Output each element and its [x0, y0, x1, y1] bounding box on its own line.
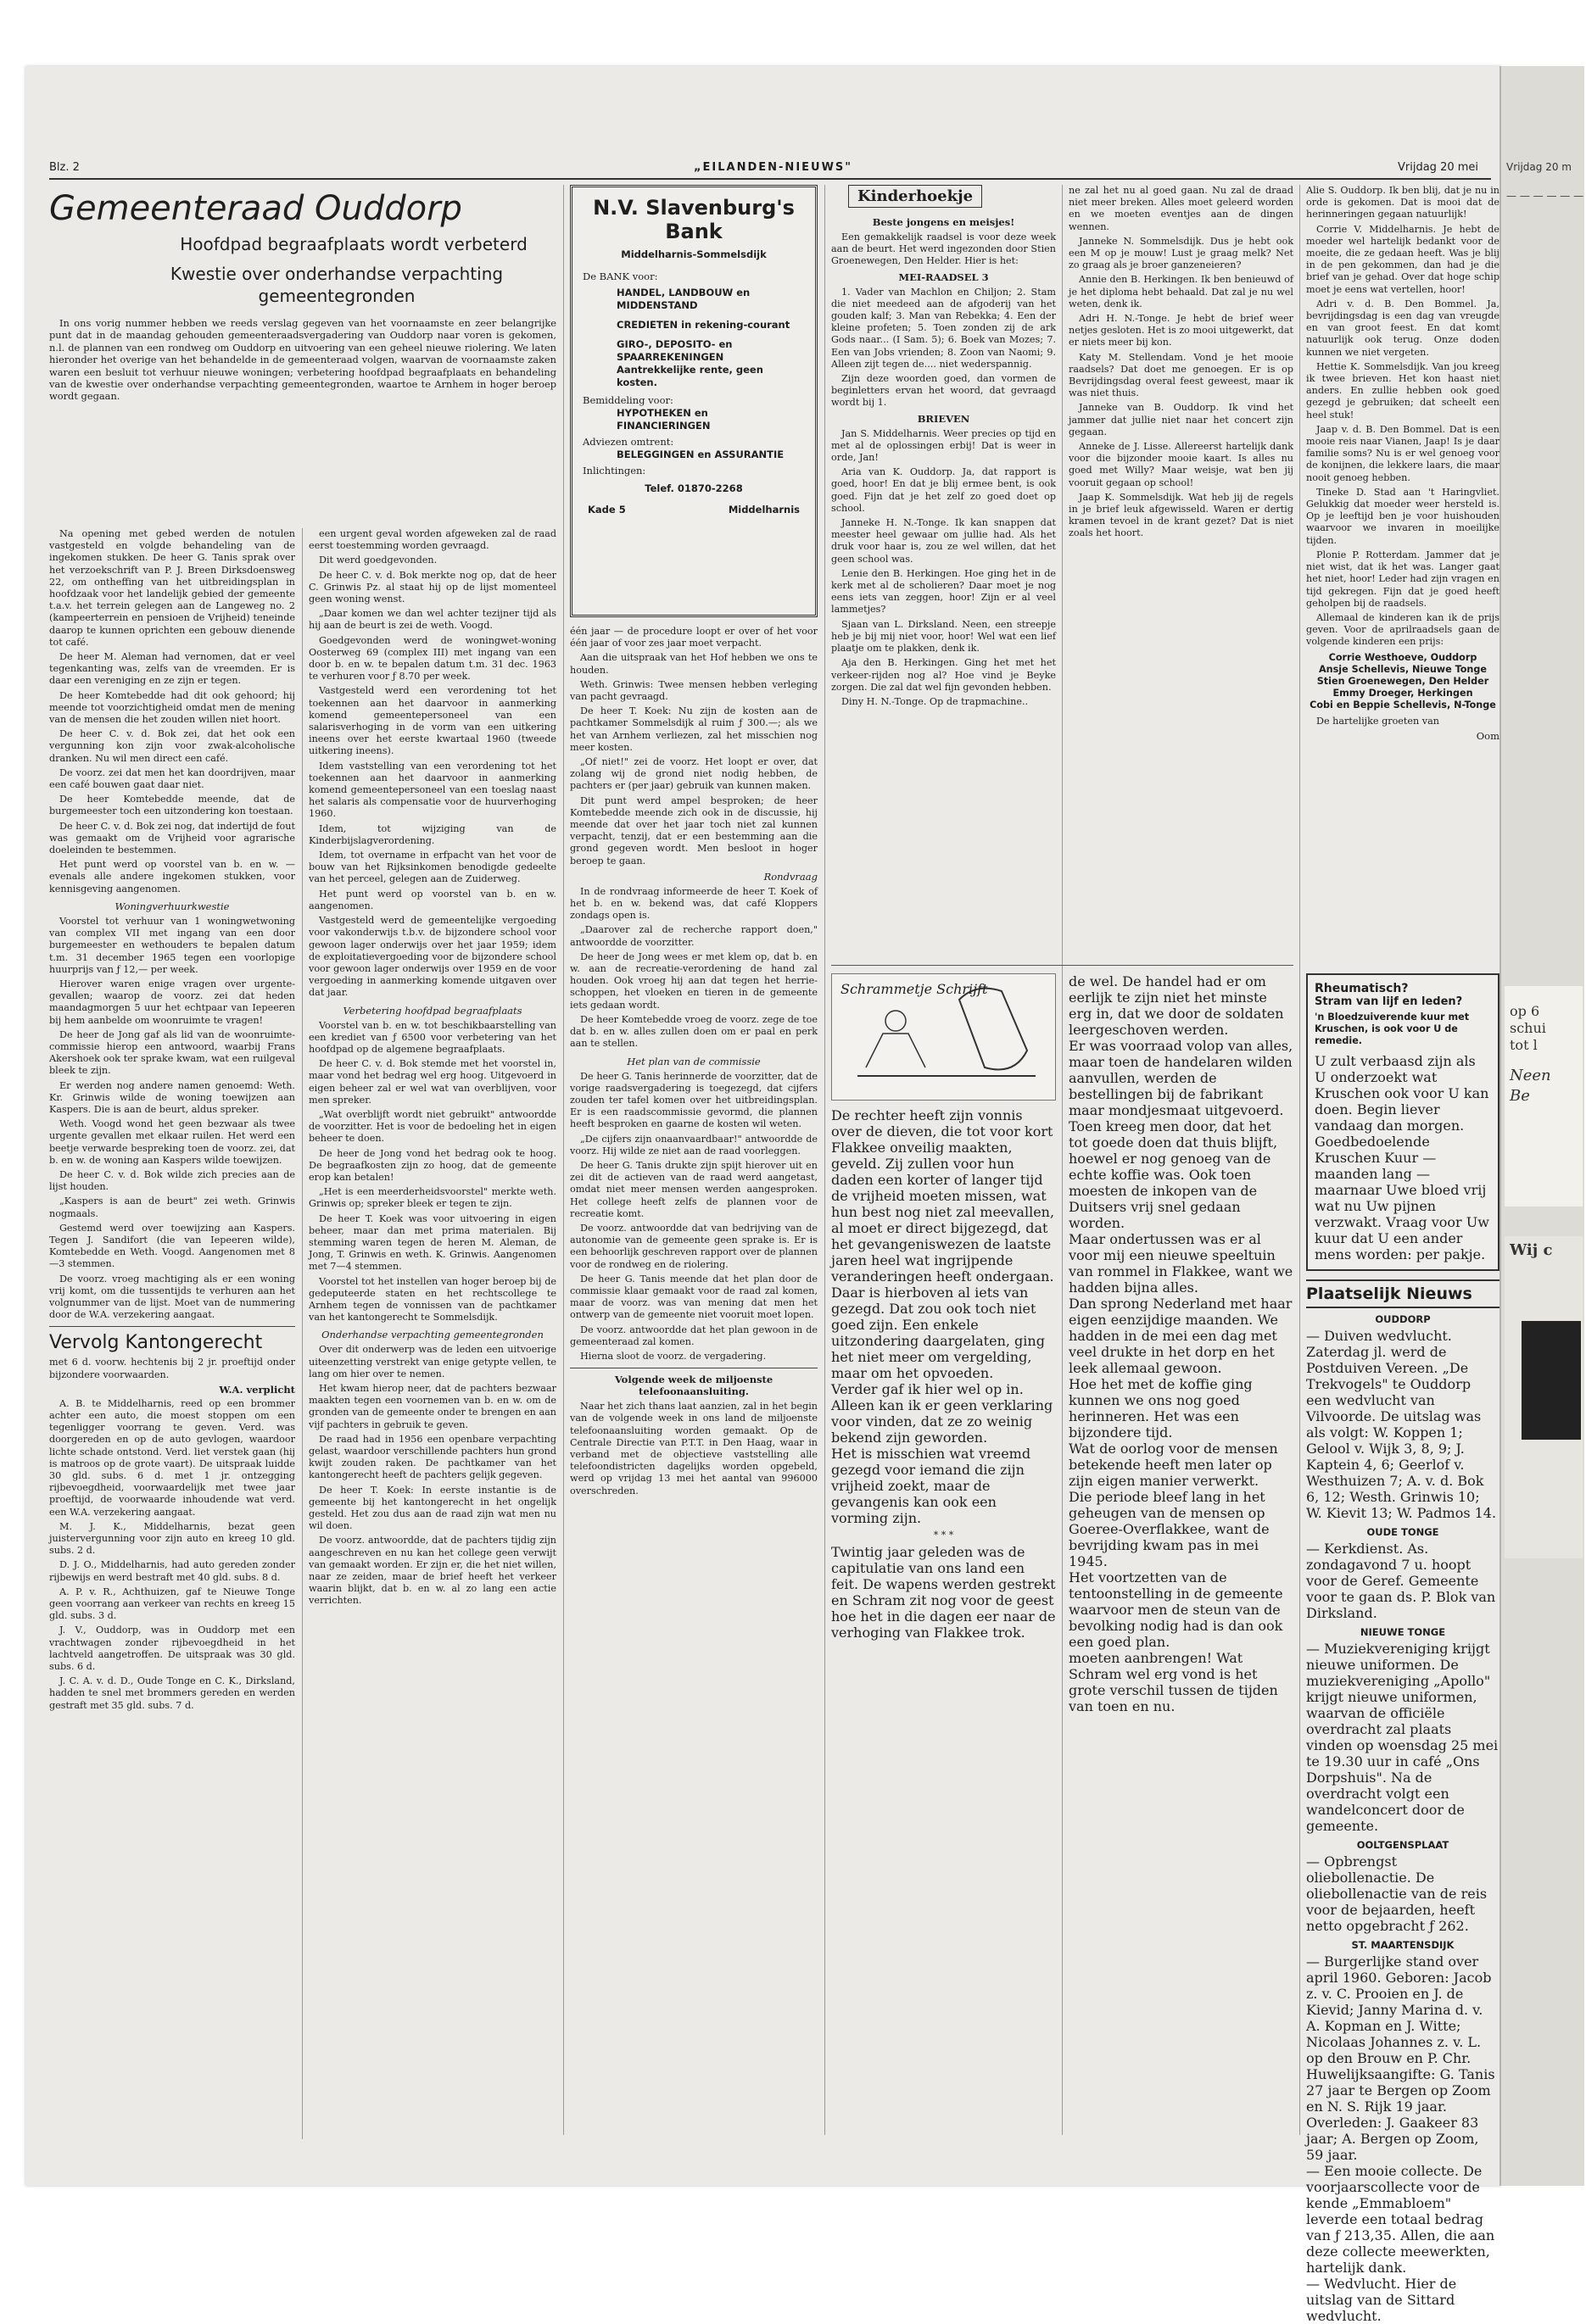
- c7-l6: Plonie P. Rotterdam. Jammer dat je niet wist, dat ik het was. Langer gaat het niet, hoor! Leder had zijn vragen en tijd gekregen. Fijn dat je goed heeft geholpen bij de raadsels.: [1306, 549, 1499, 609]
- edge-word-1: op 6: [1510, 1003, 1540, 1019]
- c5-l7: Jaap K. Sommelsdijk. Wat heb jij de regels in je brief leuk afgewisseld. Waren er dertig kramen tevoel in de krant gezet? Dat is niet zoals het hoort.: [1069, 491, 1293, 539]
- kantongerecht-title: Vervolg Kantongerecht: [49, 1332, 263, 1354]
- c1-p10: De heer de Jong gaf als lid van de woonruimte-commissie hierop een antwoord, waarbij Frans Akershoek ook ter sprake kwam, wat een ruilgeval bleek te zijn.: [49, 1028, 295, 1077]
- page-header: [49, 161, 1491, 180]
- place-5-item-0: — Een mooie collecte. De voorjaarscollecte voor de kende „Emmabloem" leverde een totaal bedrag van ƒ 213,35. Allen, die aan deze collecte meewerkten, hartelijk dank.: [1306, 2162, 1495, 2276]
- k-p2: D. J. O., Middelharnis, had auto gereden zonder rijbewijs en werd bestraft met 40 gld. subs. 8 d.: [49, 1559, 295, 1583]
- c7-l3: Hettie K. Sommelsdijk. Van jou kreeg ik twee brieven. Het kon haast niet anders. En zullie hebben ook goed gezegd je gebruiken; dat scheelt een heel stuk!: [1306, 360, 1499, 421]
- s-p2: Verder gaf ik hier wel op in. Alleen kan ik er geen verklaring voor vinden, dat ze zo weinig bekend zijn geworden.: [831, 1381, 1053, 1446]
- c1-p3: De heer C. v. d. Bok zei, dat het ook een vergunning kon zijn voor zwak-alcoholische dranken. Nu wil men direct een café.: [49, 728, 295, 764]
- c2-pc3: De heer T. Koek: In eerste instantie is de gemeente bij het kantongerecht in het ongelijk gesteld. Het zou dus aan de raad zijn wat men nu wil doen.: [309, 1484, 556, 1532]
- article-title: Gemeenteraad Ouddorp: [49, 189, 462, 228]
- place-5-item-1: — Wedvlucht. Hier de uitslag van de Sittard wedvlucht.: [1306, 2275, 1457, 2324]
- c6-p8: Het voortzetten van de tentoonstelling in de gemeente waarvoor men de steun van de bevolking nodig had is dan ook een goed plan.: [1069, 1569, 1283, 1650]
- c6-p2: Toen kreeg men door, dat het tot goede doen dat thuis blijft, hoewel er nog genoeg van de echte koffie was. Ook toen moesten de inkopen van de Duitsers vrij snel gedaan worden.: [1069, 1118, 1278, 1231]
- telefoon-title: Volgende week de miljoenste telefoonaansluiting.: [614, 1374, 773, 1398]
- schrammetje-title: Schrammetje Schrijft: [840, 981, 988, 997]
- k-p1: M. J. K., Middelharnis, bezat geen juistervergunning voor zijn auto en kreeg 10 gld. subs. 2 d.: [49, 1520, 295, 1557]
- c7-l0: Alie S. Ouddorp. Ik ben blij, dat je nu in orde is gekomen. Dat is mooi dat de herinneringen gegaan natuurlijk!: [1306, 185, 1499, 220]
- c3-c5: De voorz. antwoordde dat het plan gewoon in de gemeenteraad zal komen.: [570, 1324, 818, 1347]
- prize-3: Emmy Droeger, Herkingen: [1332, 688, 1473, 699]
- k-p0: A. B. te Middelharnis, reed op een brommer achter een auto, die moest stoppen om een tegenligger voorrang te geven. Verd. was doorgereden en op de auto gevlogen, waardoor lichte schade ontstond. Verd. liet verstek gaan (hij is matroos op de grote vaart). De uitspraak luidde 30 gld. subs. 6 d. met 1 jr. ontzegging rijbevoegdheid, voorwaardelijk met twee jaar proeftijd, de voorwaarde inhoudende wat verd. een W.A. verzekering aangaat.: [49, 1397, 295, 1518]
- c1-p0: Na opening met gebed werden de notulen vastgesteld en volgde behandeling van de ingekomen stukken. De heer G. Tanis sprak over het verzoekschrift van P. J. Breen Dirksdoensweg 22, om ontheffing van het uitbreidingsplan in hoofdzaak voor het landelijk gebied der gemeente t.a.v. het terrein gelegen aan de Langeweg no. 2 (kampeerterrein en pensioen de Vrijheid) teneinde daarop te kunnen oprichten een gebouw dienende tot café.: [49, 528, 295, 648]
- c2-p3: „Daar komen we dan wel achter tezijner tijd als hij aan de beurt is zei de weth. Voogd.: [309, 608, 556, 632]
- c2-p2: De heer C. v. d. Bok merkte nog op, dat de heer C. Grinwis Pz. al staat hij op de lijst momenteel geen woning wenst.: [309, 569, 556, 605]
- bank-mediation: Bemiddeling voor:: [583, 394, 673, 406]
- k-p5: J. C. A. v. d. D., Oude Tonge en C. K., Dirksland, hadden te snel met brommers gereden en werden gestraft met 35 gld. subs. 7 d.: [49, 1675, 295, 1711]
- c2-pc0: Over dit onderwerp was de leden een uitvoerige uiteenzetting verstrekt van enige getypte vellen, te lang om hier over te nemen.: [309, 1344, 556, 1379]
- place-2-item-0: — Muziekvereniging krijgt nieuwe uniformen. De muziekvereniging „Apollo" krijgt nieuwe uniformen, waarvan de officiële overdracht zal plaats vinden op woensdag 25 mei te 19.30 uur in café „Ons Dorpshuis". Na de overdracht volgt een wandelconcert door de gemeente.: [1306, 1640, 1499, 1834]
- place-4: ST. MAARTENSDIJK: [1351, 1938, 1455, 1951]
- kantongerecht-lead: met 6 d. voorw. hechtenis bij 2 jr. proeftijd onder bijzondere voorwaarden.: [49, 1357, 295, 1380]
- place-4-item-1: Huwelijksaangifte: G. Tanis 27 jaar te Bergen op Zoom en N. S. Rijk 19 jaar.: [1306, 2065, 1495, 2115]
- schrammetje-section: Schrammetje Schrijft De rechter heeft zijn vonnis over de dieven, die tot voor kort Flakkee onveilig maakten, geveld. Zij zullen voor hun daden een korter of langer tijd de vrijheid moeten missen, wat hun best nog niet zal meevallen, al moet er direct bijgezegd, dat het gevangeniswezen de laatste jaren heel wat ingrijpende veranderingen heeft ondergaan. Daar is hierboven al iets van gezegd. Dat zou ook toch niet goed zijn. Een enkele uitzondering daargelaten, ging het niet meer om vergelding, maar om het opvoeden. Verder gaf ik hier wel op in. Alleen kan ik er geen verklaring voor vinden, dat ze zo weinig bekend zijn geworden. Het is misschien wat vreemd gezegd voor iemand die zijn vrijheid zoekt, maar de gevangenis kan ook een vorming zijn. * * * Twintig jaar geleden was de capitulatie van ons land een feit. De wapens werden gestrekt en Schram zit nog voor de geest hoe het in die dagen eer naar de verhoging van Flakkee trok.: [831, 973, 1056, 1641]
- c3-p1: Aan die uitspraak van het Hof hebben we ons te houden.: [570, 652, 818, 676]
- column-2: [309, 528, 556, 1610]
- bank-title: N.V. Slavenburg's Bank: [593, 196, 795, 243]
- page-number: Blz. 2: [49, 161, 80, 174]
- place-3: OOLTGENSPLAAT: [1356, 1838, 1449, 1851]
- c1-p12: Weth. Voogd wond het geen bezwaar als twee urgente gevallen met elkaar ruilen. Het werd een beetje verwarde bespreking toen de voorz. zei, dat b. en w. de woning aan Kaspers wilde toewijzen.: [49, 1118, 295, 1166]
- c3-c4: De heer G. Tanis meende dat het plan door de commissie klaar gemaakt voor de raad zal komen, maar de voorz. was van mening dat men het ontwerp van de gemeente niet vooruit moet lopen.: [570, 1273, 818, 1321]
- c7-signname: Oom: [1476, 729, 1499, 742]
- c6-p4: Dan sprong Nederland met haar eigen eenzijdige maanden. We hadden in de mei een dag met veel drukte in het dorp en het leek allemaal gewoon.: [1069, 1296, 1293, 1376]
- letter-3: Lenie den B. Herkingen. Hoe ging het in de kerk met al de scholieren? Daar moet je nog eens iets van zeggen, hoor! Zijn er al veel lammetjes?: [831, 567, 1056, 616]
- hr-kinder: [831, 965, 1293, 966]
- article-subtitle-1: Hoofdpad begraafplaats wordt verbeterd: [180, 234, 528, 254]
- c3-c0: De heer G. Tanis herinnerde de voorzitter, dat de vorige raadsvergadering is toegezegd, dat cijfers zouden ter tafel komen over het uitbreidingsplan. Er is een raadscommissie gevormd, die plannen heeft besproken en gaarne de kosten wil weten.: [570, 1070, 818, 1130]
- issue-date: Vrijdag 20 mei: [1398, 161, 1479, 174]
- bank-service-2: CREDIETEN in rekening-courant: [617, 319, 790, 331]
- newspaper-page: [25, 66, 1584, 2324]
- c3-r3: De heer Komtebedde vroeg de voorz. zege de toe dat b. en w. alles zullen doen om er paal en perk aan te stellen.: [570, 1013, 818, 1050]
- c2-pb5: De heer T. Koek was voor uitvoering in eigen beheer, maar dan met prima materialen. Bij stemming waren tegen de heren M. Aleman, de Jong, T. Grinwis en weth. K. Grinwis. Aangenomen met 7—4 stemmen.: [309, 1212, 556, 1273]
- column-7: [1306, 185, 1499, 742]
- c1-p4: De voorz. zei dat men het kan doordrijven, maar een café bouwen gaat daar niet.: [49, 766, 295, 791]
- c6-p6: Wat de oorlog voor de mensen betekende heeft men later op zijn eigen manier verwerkt.: [1069, 1441, 1278, 1489]
- column-8: [1306, 973, 1499, 2324]
- c5-l5: Janneke van B. Ouddorp. Ik vind het jammer dat jullie niet naar het concert zijn gegaan.: [1069, 402, 1293, 437]
- edge-date: Vrijdag 20 m: [1506, 161, 1572, 173]
- c6-p5: Hoe het met de koffie ging kunnen we ons nog goed herinneren. Het was een bijzondere tijd.: [1069, 1376, 1253, 1441]
- place-1: OUDE TONGE: [1366, 1525, 1439, 1538]
- c3-r1: „Daarover zal de recherche rapport doen," antwoordde de voorzitter.: [570, 924, 818, 948]
- c3-r2: De heer de Jong wees er met klem op, dat b. en w. aan de recreatie-verordening de hand zal houden. Ook vroeg hij aan dat tegen het herrie-schoppen, het vloeken en tieren in de gemeente iets gedaan wordt.: [570, 950, 818, 1011]
- letter-4: Sjaan van L. Dirksland. Neen, een streepje heb je bij mij niet voor, hoor! Wel wat een lief plaatje om te plakken, denk ik.: [831, 618, 1056, 655]
- place-1-item-0: — Kerkdienst. As. zondagavond 7 u. hoopt voor de Geref. Gemeente voor te gaan ds. P. Blok van Dirksland.: [1306, 1540, 1496, 1621]
- c1-p14: „Kaspers is aan de beurt" zei weth. Grinwis nogmaals.: [49, 1195, 295, 1219]
- c2-pb2: „Wat overblijft wordt niet gebruikt" antwoordde de voorzitter. Het is voor de bedoeling het in eigen beheer te doen.: [309, 1108, 556, 1145]
- main-article: [49, 185, 556, 405]
- s-p4: Twintig jaar geleden was de capitulatie van ons land een feit. De wapens werden gestrekt en Schram zit nog voor de geest hoe het in die dagen eer naar de verhoging van Flakkee trok.: [831, 1544, 1056, 1641]
- c6-p1: Er was voorraad volop van alles, maar toen de handelaren wilden aanvullen, werden de bestellingen bij de fabrikant maar mondjesmaat uitgevoerd.: [1069, 1038, 1293, 1118]
- kinder-intro: Een gemakkelijk raadsel is voor deze week aan de beurt. Het werd ingezonden door Stien Groenewegen, Den Helder. Hier is het:: [831, 231, 1056, 267]
- letter-1: Aria van K. Ouddorp. Ja, dat rapport is goed, hoor! En dat je blij ermee bent, is ook goed. Fijn dat je het zelf zo goed doet op school.: [831, 466, 1056, 514]
- c1-p2: De heer Komtebedde had dit ook gehoord; hij meende tot voorzichtigheid omdat men de mening van de mensen die het zouden willen niet hoort.: [49, 689, 295, 726]
- c1-p1: De heer M. Aleman had vernomen, dat er veel tegenkanting was, zelfs van de vreemden. Er is daar een vereniging en ze zijn er tegen.: [49, 651, 295, 687]
- riddle-title: MEI-RAADSEL 3: [898, 270, 989, 283]
- kinder-greeting: Beste jongens en meisjes!: [872, 216, 1015, 228]
- bank-service-4: Aantrekkelijke rente, geen kosten.: [617, 364, 763, 388]
- letter-0: Jan S. Middelharnis. Weer precies op tijd en met al de oplossingen erbij! Dat is weer in orde, Jan!: [831, 427, 1056, 464]
- article-lead: In ons vorig nummer hebben we reeds verslag gegeven van het voornaamste en zeer belangrijke punt dat in de maandag gehouden gemeenteraadsvergadering van Ouddorp naar voren is gekomen, n.l. de plannen van een rondweg om Ouddorp en uitvoering van een geheel nieuwe riolering. We laten hieronder het overige van het behandelde in de gemeenteraad volgen, waarvan de voornaamste zaken waren een besluit tot verhuur nieuwe woningen; verbetering hoofdpad begraafplaats en behandeling van de kwestie over onderhandse verpachting gemeentegronden, waartoe te Arnhem in hoger beroep wordt gegaan.: [49, 317, 556, 403]
- place-0-item-0: — Duiven wedvlucht. Zaterdag jl. werd de Postduiven Vereen. „De Trekvogels" te Ouddorp een wedvlucht van Vilvoorde. De uitslag was als volgt: W. Koppen 1; Gelool v. Wijk 3, 8, 9; J. Kaptein 4, 6; Geerlof v. Westhuizen 7; A. v. d. Bok 6, 12; Westh. Grinwis 10; W. Kievit 13; W. Padmos 14.: [1306, 1327, 1497, 1521]
- c3-c3: De voorz. antwoordde dat van bedrijving van de autonomie van de gemeente geen sprake is. Er is een behoorlijk geschreven rapport over de plannen voor de rondweg en de riolering.: [570, 1222, 818, 1270]
- c3-rondvraag-label: Rondvraag: [763, 870, 818, 883]
- edge-word-4: Neen: [1510, 1067, 1551, 1084]
- sep-1: [302, 528, 303, 2139]
- c3-p4: „Of niet!" zei de voorz. Het loopt er over, dat zolang wij de grond niet nodig hebben, de pachters er (per jaar) gebruik van kunnen maken.: [570, 756, 818, 792]
- kinderhoekje-title: Kinderhoekje: [848, 185, 982, 208]
- c2-p7: Idem, tot wijziging van de Kinderbijslagverordening.: [309, 822, 556, 846]
- place-0: OUDDORP: [1375, 1312, 1431, 1325]
- c2-pc2: De raad had in 1956 een openbare verpachting gelast, waardoor verschillende pachters hun grond kwijt zouden raken. De pachtkamer van het kantongerecht heeft de pachters gelijk gegeven.: [309, 1433, 556, 1481]
- letters-title: BRIEVEN: [917, 412, 970, 425]
- c1-rule: [49, 1326, 295, 1327]
- c2-p4: Goedgevonden werd de woningwet-woning Oosterweg 69 (complex III) met ingang van een door b. en w. te bepalen datum t.m. 31 dec. 1963 te verhuren voor ƒ 8.70 per week.: [309, 634, 556, 683]
- edge-photo: [1522, 1321, 1581, 1440]
- bank-address: Kade 5: [588, 504, 626, 516]
- column-3: [570, 185, 818, 1500]
- s-p1: Daar is hierboven al iets van gezegd. Dat zou ook toch niet goed zijn. Een enkele uitzondering daargelaten, ging het niet meer om vergelding, maar om het opvoeden.: [831, 1285, 1045, 1381]
- letter-5: Aja den B. Herkingen. Ging het met het verkeer-rijden nog al? Hoe vind je Beyke zorgen. Die zal dat wel fijn gevonden hebben.: [831, 657, 1056, 693]
- c5-l6: Anneke de J. Lisse. Allereerst hartelijk dank voor die bijzonder mooie kaart. Is alles nu goed met Willy? Maar weisje, wat ben jij vooruit gegaan op school!: [1069, 441, 1293, 488]
- place-4-item-0: — Burgerlijke stand over april 1960. Geboren: Jacob z. v. C. Prooien en J. de Kievid; Janny Marina d. v. A. Kopman en J. Witte; Nicolaas Johannes z. v. L. op den Brouw en P. Chr.: [1306, 1953, 1492, 2066]
- c2-pb4: „Het is een meerderheidsvoorstel" merkte weth. Grinwis op; spreker bleek er tegen te zijn.: [309, 1186, 556, 1210]
- article-subtitle-2: Kwestie over onderhandse verpachting gemeentegronden: [170, 264, 504, 306]
- bank-advice: Adviezen omtrent:: [583, 436, 674, 448]
- c1-p5: De heer Komtebedde meende, dat de burgemeester toch een uitzondering kon toestaan.: [49, 794, 295, 817]
- c1-label-woning: Woningverhuurkwestie: [114, 900, 230, 912]
- bank-service-1: HANDEL, LANDBOUW en MIDDENSTAND: [617, 287, 751, 311]
- column-6: [1069, 973, 1293, 1714]
- sep-3: [824, 185, 825, 2135]
- prize-2: Stien Groenewegen, Den Helder: [1316, 675, 1489, 687]
- edge-word-2: schui: [1510, 1020, 1546, 1036]
- sep-4: [1062, 185, 1063, 2135]
- c7-l5: Tineke D. Stad aan 't Haringvliet. Gelukkig dat moeder weer hersteld is. Op je leeftijd ben je voor huishouden waarvoor we invaren in moeilijke tijden.: [1306, 486, 1499, 546]
- c1-p8: Voorstel tot verhuur van 1 woningwetwoning van complex VII met ingang van een door burgemeester en wethouders te bepalen datum t.m. 31 december 1965 tegen een voorlopige huurprijs van ƒ 12,— per week.: [49, 915, 295, 975]
- place-2: NIEUWE TONGE: [1360, 1625, 1446, 1638]
- c5-l4: Katy M. Stellendam. Vond je het mooie raadsels? Dat doet me genoegen. Er is op Bevrijdingsdag overal feest geweest, maar ik was niet thuis.: [1069, 351, 1293, 399]
- c6-p3: Maar ondertussen was er al voor mij een nieuwe speeltuin van rommel in Flakkee, want we hadden bijna alles.: [1069, 1231, 1293, 1296]
- next-page-edge: Vrijdag 20 m — — — — — — op 6 schui tot l Neen Be Wij c: [1499, 66, 1584, 2186]
- c7-l2: Adri v. d. B. Den Bommel. Ja, bevrijdingsdag is een dag van vreugde en van groot feest. En dat komt natuurlijk ook terug. Onze doden kunnen we niet vergeten.: [1306, 298, 1499, 358]
- kantongerecht-sub: W.A. verplicht: [219, 1383, 295, 1396]
- c2-p10: Vastgesteld werd de gemeentelijke vergoeding voor vakonderwijs t.b.v. de bijzondere school voor gewoon lager onderwijs over het jaar 1959; idem de exploitatievergoeding voor de bijzondere school voor gewoon lager onderwijs over 1959 en de voor vergoeding in aanmerking komende uitgaven over dat jaar.: [309, 915, 556, 999]
- bank-phone: Telef. 01870-2268: [645, 482, 743, 494]
- c2-pb1: De heer C. v. d. Bok stemde met het voorstel in, maar vond het bedrag wel erg hoog. Uitgevoerd in eigen beheer zal er wel wat van overblijven, voor men spreker.: [309, 1058, 556, 1106]
- bank-town: Middelharnis: [728, 504, 800, 516]
- c5-l2: Annie den B. Herkingen. Ik ben benieuwd of je het diploma hebt behaald. Dat zal je nu wel weten, denk ik.: [1069, 274, 1293, 309]
- letter-2: Janneke H. N.-Tonge. Ik kan snappen dat meester heel gewaar om jullie had. Als het druk voor haar is, zou ze wel willen, dat het geen school was.: [831, 517, 1056, 565]
- c3-commissie-label: Het plan van de commissie: [627, 1055, 761, 1067]
- edge-word-3: tot l: [1510, 1037, 1538, 1053]
- column-5: [1069, 185, 1293, 543]
- column-1: [49, 528, 295, 1714]
- c3-r0: In de rondvraag informeerde de heer T. Koek of het b. en w. bekend was, dat café Kloppers zondags open is.: [570, 885, 818, 922]
- sep-5: [1299, 185, 1300, 2135]
- plaatselijk-title: Plaatselijk Nieuws: [1306, 1279, 1499, 1308]
- c1-p11: Er werden nog andere namen genoemd: Weth. Kr. Grinwis wilde de woning toewijzen aan Kaspers. Die is aan de beurt, aldus spreker.: [49, 1079, 295, 1115]
- c7-l1: Corrie V. Middelharnis. Je hebt de moeder wel hartelijk bedankt voor de moeite, die ze gedaan heeft. Was je blij in de pen gekommen, dan had je die brief van je gehad. Over dat hoge schip moet je eens wat vertellen, hoor!: [1306, 223, 1499, 295]
- c2-pb0: Voorstel van b. en w. tot beschikbaarstelling van een krediet van ƒ 6500 voor verbetering van het hoofdpad op de algemene begraafplaats.: [309, 1019, 556, 1055]
- c3-c2: De heer G. Tanis drukte zijn spijt hierover uit en zei dit de actieven van de raad werd aangetast, omdat niet meer mensen werden aangesproken. Het college heeft zelfs de plannen voor de recreatie komt.: [570, 1159, 818, 1219]
- k-p3: A. P. v. R., Achthuizen, gaf te Nieuwe Tonge geen voorrang aan verkeer van rechts en kreeg 15 gld. subs. 3 d.: [49, 1586, 295, 1622]
- bank-mediation-item: HYPOTHEKEN en FINANCIERINGEN: [617, 407, 711, 432]
- slavenburg-ad: [570, 185, 818, 617]
- c6-p7: Die periode bleef lang in het geheugen van de mensen op Goeree-Overflakkee, want de bevrijding kwam pas in mei 1945.: [1069, 1489, 1270, 1569]
- s-p3: Het is misschien wat vreemd gezegd voor iemand die zijn vrijheid zoekt, maar de gevangenis kan ook een vorming zijn.: [831, 1446, 1031, 1526]
- letter-6: Diny H. N.-Tonge. Op de trapmachine..: [841, 695, 1029, 707]
- c2-p5: Vastgesteld werd een verordening tot het toekennen aan het daarvoor in aanmerking komend gemeentepersoneel van een salarisverhoging in de vorm van een uitkering ineens over het eerste kwartaal 1960 (tweede uitkering ineens).: [309, 685, 556, 757]
- s-p0: De rechter heeft zijn vonnis over de dieven, die tot voor kort Flakkee onveilig maakten, geveld. Zij zullen voor hun daden een korter of langer tijd de vrijheid moeten missen, wat hun best nog niet zal meevallen, al moet er direct bijgezegd, dat het gevangeniswezen de laatste jaren heel wat ingrijpende veranderingen heeft ondergaan.: [831, 1107, 1055, 1285]
- place-3-item-0: — Opbrengst oliebollenactie. De oliebollenactie van de reis voor de bejaarden, heeft netto opgebracht ƒ 262.: [1306, 1853, 1488, 1934]
- c1-p7: Het punt werd op voorstel van b. en w. — evenals alle andere ingekomen stukken, voor kennisgeving aangenomen.: [49, 859, 295, 894]
- c3-c1: „De cijfers zijn onaanvaardbaar!" antwoordde de voorz. Hij wilde ze niet aan de raad voorleggen.: [570, 1133, 818, 1156]
- c3-p2: Weth. Grinwis: Twee mensen hebben verleging van pacht gevraagd.: [570, 678, 818, 703]
- c1-p6: De heer C. v. d. Bok zei nog, dat indertijd de fout was gemaakt om de Vrijheid voor agrarische doeleinden te bestemmen.: [49, 820, 295, 856]
- c2-label-1: Verbetering hoofdpad begraafplaats: [343, 1004, 522, 1017]
- c2-pb3: De heer de Jong vond het bedrag ook te hoog. De begraafkosten zijn zo hoog, dat de gemeente erop kan betalen!: [309, 1147, 556, 1183]
- c1-p16: De voorz. vroeg machtiging als er een woning vrij komt, om die tussentijds te verhuren aan het volgnummer van de lijst. Moet van de nummering door de W.A. verzekering aangaat.: [49, 1273, 295, 1321]
- c3-p5: Dit punt werd ampel besproken; de heer Komtebedde meende zich ook in de discussie, hij meende dat over het jaar toch niet zal kunnen verpacht, tenzij, dat er een bestemming aan die grond gegeven wordt. Men besloot in hoger beroep te gaan.: [570, 794, 818, 867]
- rheuma-body: U zult verbaasd zijn als U onderzoekt wat Kruschen ook voor U kan doen. Begin liever vandaag dan morgen. Goedbedoelende Kruschen Kuur — maanden lang — maarnaar Uwe bloed vrij wat nu Uw pijnen verzwakt. Vraag voor Uw kuur dat U een ander mens worden: per pakje.: [1315, 1052, 1489, 1262]
- sep-2: [563, 185, 564, 2135]
- c7-closing: Allemaal de kinderen kan ik de prijs geven. Voor de aprilraadsels gaan de volgende kinderen een prijs:: [1306, 611, 1499, 648]
- c6-p0: de wel. De handel had er om eerlijk te zijn niet het minste erg in, dat we door de soldaten leergeschoven werden.: [1069, 973, 1284, 1038]
- c3-c6: Hierna sloot de voorz. de vergadering.: [580, 1350, 767, 1362]
- paper-name: „EILANDEN-NIEUWS": [694, 161, 853, 174]
- schrammetje-masthead: [831, 973, 1056, 1101]
- bank-advice-item: BELEGGINGEN en ASSURANTIE: [617, 449, 785, 460]
- bank-service-3: GIRO-, DEPOSITO- en SPAARREKENINGEN: [617, 338, 733, 363]
- c3-p0: één jaar — de procedure loopt er over of het voor één jaar of voor zes jaar moet verpacht.: [570, 626, 818, 649]
- rheuma-title-1: Rheumatisch?: [1315, 982, 1409, 995]
- c5-l0: ne zal het nu al goed gaan. Nu zal de draad niet meer breken. Alles moet geleerd worden en we moeten eventjes aan de dingen wennen.: [1069, 185, 1293, 232]
- rheuma-line-1: 'n Bloedzuiverende kuur met Kruschen, is ook voor U de remedie.: [1315, 1012, 1470, 1047]
- bank-location: Middelharnis-Sommelsdijk: [621, 248, 767, 260]
- c1-p15: Gestemd werd over toewijzing aan Kaspers. Tegen J. Sandifort (die van Iepeeren wilde), Komtebedde en Weth. Voogd. Aangenomen met 8—3 stemmen.: [49, 1222, 295, 1270]
- column-4: [831, 185, 1056, 711]
- c2-pc4: De voorz. antwoordde, dat de pachters tijdig zijn aangeschreven en nu kan het college geen verwijt van gemaakt worden. Er zijn er, die het niet willen, naar ze zeiden, maar de brief heeft het verkeer waarin blijkt, dat b. en w. al zo lang een actie verrichten.: [309, 1535, 556, 1607]
- place-4-item-2: Overleden: J. Gaakeer 83 jaar; A. Bergen op Zoom, 59 jaar.: [1306, 2114, 1479, 2163]
- c7-l4: Jaap v. d. B. Den Bommel. Dat is een mooie reis naar Vianen, Jaap! Is je daar familie soms? Nu is er wel genoeg voor de konijnen, die lekkere laars, die maar nooit genoeg hebben.: [1306, 423, 1499, 483]
- c2-p8: Idem, tot overname in erfpacht van het voor de bouw van het Rijksinkomen benodigde gedeelte van het perceel, gelegen aan de Zuiderweg.: [309, 850, 556, 885]
- c2-pb6: Voorstel tot het instellen van hoger beroep bij de gedeputeerde staten en het rechtscollege te Arnhem tegen de vonnissen van de pachtkamer van het kantongerecht te Sommelsdijk.: [309, 1275, 556, 1324]
- c2-p0: een urgent geval worden afgeweken zal de raad eerst toestemming worden gevraagd.: [309, 528, 556, 552]
- c2-p1: Dit werd goedgevonden.: [319, 555, 438, 566]
- edge-word-5: Be: [1510, 1087, 1530, 1105]
- rheuma-ad: [1306, 973, 1499, 1271]
- prize-0: Corrie Westhoeve, Ouddorp: [1328, 651, 1477, 663]
- prize-1: Ansje Schellevis, Nieuwe Tonge: [1319, 663, 1487, 675]
- c2-p9: Het punt werd op voorstel van b. en w. aangenomen.: [309, 888, 556, 911]
- c5-l1: Janneke N. Sommelsdijk. Dus je hebt ook een M op je mouw! Lust je graag melk? Net zo graag als je broer ganzeneieren?: [1069, 235, 1293, 271]
- prize-4: Cobi en Beppie Schellevis, N-Tonge: [1310, 699, 1496, 711]
- bank-info: Inlichtingen:: [583, 465, 646, 477]
- c3-p3: De heer T. Koek: Nu zijn de kosten aan de pachtkamer Sommelsdijk al ruim ƒ 300.—; als we het van Arnhem verliezen, zal het misschien nog meer kosten.: [570, 705, 818, 753]
- c7-signoff: De hartelijke groeten van: [1316, 715, 1440, 727]
- c2-p6: Idem vaststelling van een verordening tot het toekennen aan het daarvoor in aanmerking komend gemeentepersoneel van een toeslag naast het salaris als compensatie voor de huurverhoging 1960.: [309, 760, 556, 820]
- c6-p9: moeten aanbrengen! Wat Schram wel erg vond is het grote verschil tussen de tijden van toen en nu.: [1069, 1650, 1278, 1714]
- edge-word-6: Wij c: [1510, 1241, 1553, 1259]
- c5-l3: Adri H. N.-Tonge. Je hebt de brief weer netjes gesloten. Het is zo mooi uitgewerkt, dat er niets meer bij kon.: [1069, 313, 1294, 348]
- c2-label-2: Onderhandse verpachting gemeentegronden: [321, 1329, 544, 1341]
- bank-intro: De BANK voor:: [583, 270, 658, 282]
- header-rule: [49, 178, 1491, 180]
- riddle-text: 1. Vader van Machlon en Chiljon; 2. Stam die niet meedeed aan de afgoderij van het gouden kalf; 3. Man van Rebekka; 4. Een der kleine profeten; 5. Toen zonden zij de ark Gods naar... (I Sam. 5); 6. Boek van Mozes; 7. Een van Jobs vrienden; 8. Zoon van Naomi; 9. Alleen zijt tegen de.... niet wederspannig.: [831, 286, 1056, 370]
- rheuma-title-2: Stram van lijf en leden?: [1315, 995, 1463, 1008]
- c2-pc1: Het kwam hierop neer, dat de pachters bezwaar maakten tegen een voornemen van b. en w. om de gronden van de gemeente onder te brengen en aan vijf pachters in gebruik te geven.: [309, 1383, 556, 1430]
- telefoon-text: Naar het zich thans laat aanzien, zal in het begin van de volgende week in ons land de miljoenste telefoonaansluiting worden gemaakt. Op de Centrale Directie van P.T.T. in Den Haag, waar in verband met de objectieve vaststelling alle telefoondistricten dagelijks worden opgebeld, werd op vrijdag 13 mei het aantal van 996000 overschreden.: [570, 1401, 818, 1496]
- c1-p13: De heer C. v. d. Bok wilde zich precies aan de lijst houden.: [49, 1168, 295, 1193]
- k-p4: J. V., Ouddorp, was in Ouddorp met een vrachtwagen zonder rijbevoegdheid in het lachtveld aangetroffen. De uitspraak was 30 gld. subs. 6 d.: [49, 1625, 295, 1673]
- riddle-closing: Zijn deze woorden goed, dan vormen de beginletters ervan het woord, dat gevraagd wordt bij 1.: [831, 373, 1056, 409]
- c1-p9: Hierover waren enige vragen over urgente-gevallen; waarop de voorz. zei dat heden maandagmorgen 5 uur het echtpaar van Iepeeren bij hem aanbelde om woonruimte te vragen!: [49, 978, 295, 1026]
